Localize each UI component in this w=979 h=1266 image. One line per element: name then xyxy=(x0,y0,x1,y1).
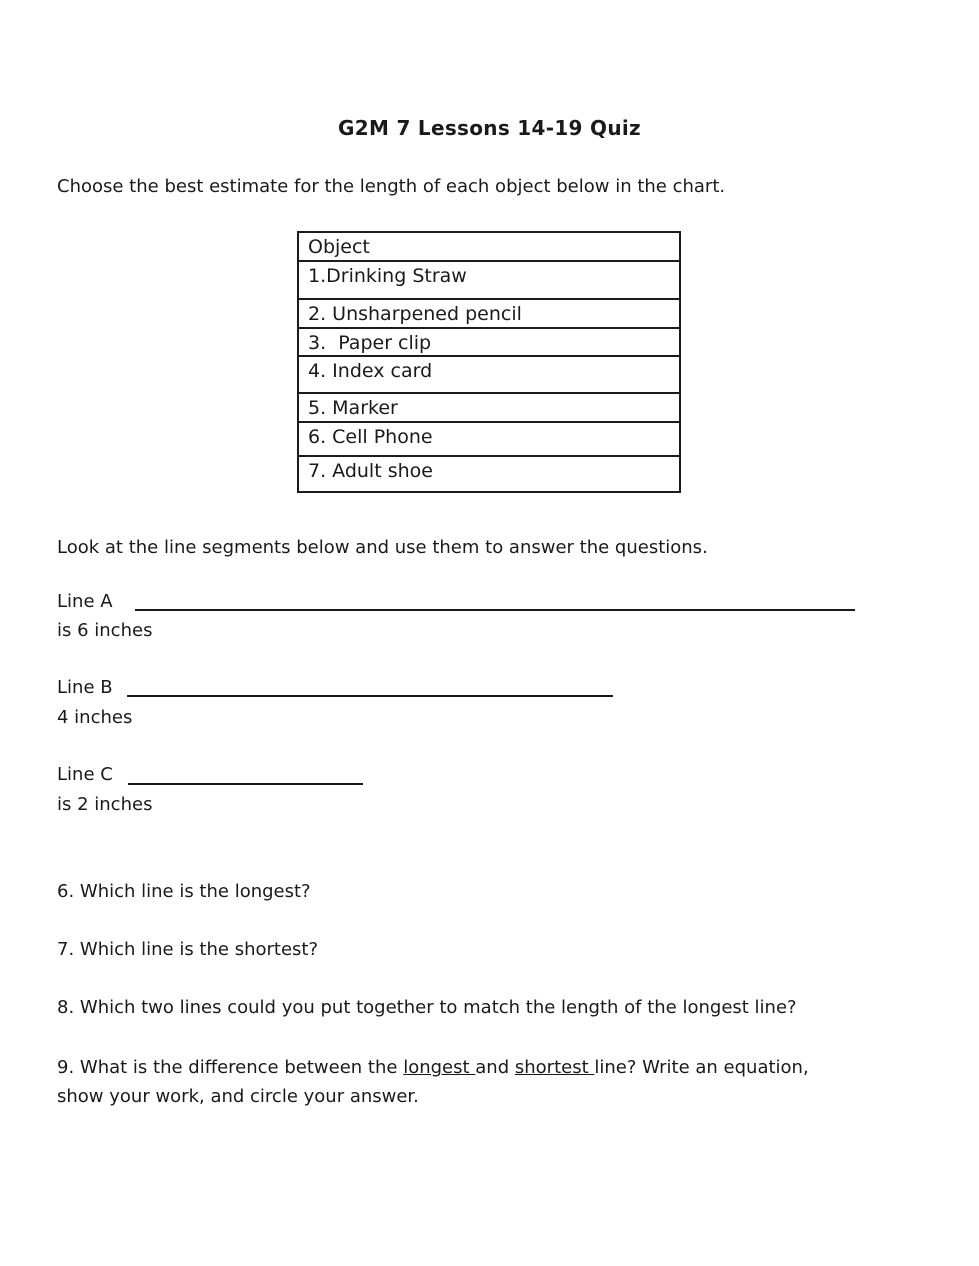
q9-underlined-shortest: shortest xyxy=(514,1057,595,1078)
line-segment-b xyxy=(127,695,613,697)
q9-text-2: and xyxy=(475,1057,515,1078)
question-9 xyxy=(57,1053,809,1111)
line-c-caption: is 2 inches xyxy=(57,794,153,815)
object-cell: 3. Paper clip xyxy=(298,328,680,356)
object-table xyxy=(297,231,681,493)
question-9-line-2: show your work, and circle your answer. xyxy=(57,1086,419,1107)
question-8: 8. Which two lines could you put together to match the length of the longest line? xyxy=(57,997,797,1018)
line-b-label: Line B xyxy=(57,677,113,698)
line-a-label: Line A xyxy=(57,591,113,612)
line-segment-c xyxy=(128,783,363,785)
line-c-label: Line C xyxy=(57,764,113,785)
question-9-line-1 xyxy=(57,1053,809,1082)
object-cell: 6. Cell Phone xyxy=(298,422,680,456)
object-table-header-cell: Object xyxy=(298,232,680,261)
object-row xyxy=(298,356,680,393)
object-cell: 2. Unsharpened pencil xyxy=(298,299,680,328)
object-table-header-row xyxy=(298,232,680,261)
segments-intro: Look at the line segments below and use them to answer the questions. xyxy=(57,537,708,558)
question-6: 6. Which line is the longest? xyxy=(57,881,311,902)
q9-text-3: line? Write an equation, xyxy=(594,1057,809,1078)
line-b-caption: 4 inches xyxy=(57,707,133,728)
chart-instruction: Choose the best estimate for the length of each object below in the chart. xyxy=(57,176,726,197)
object-row xyxy=(298,393,680,422)
line-a-caption: is 6 inches xyxy=(57,620,153,641)
line-segment-a xyxy=(135,609,855,611)
object-row xyxy=(298,456,680,492)
object-row xyxy=(298,328,680,356)
object-row xyxy=(298,422,680,456)
quiz-title: G2M 7 Lessons 14-19 Quiz xyxy=(338,116,641,140)
object-row xyxy=(298,299,680,328)
q9-text-1: 9. What is the difference between the xyxy=(57,1057,404,1078)
object-cell: 7. Adult shoe xyxy=(298,456,680,492)
q9-underlined-longest: longest xyxy=(403,1057,476,1078)
object-row xyxy=(298,261,680,299)
question-7: 7. Which line is the shortest? xyxy=(57,939,319,960)
object-cell: 5. Marker xyxy=(298,393,680,422)
object-cell: 1.Drinking Straw xyxy=(298,261,680,299)
object-cell: 4. Index card xyxy=(298,356,680,393)
